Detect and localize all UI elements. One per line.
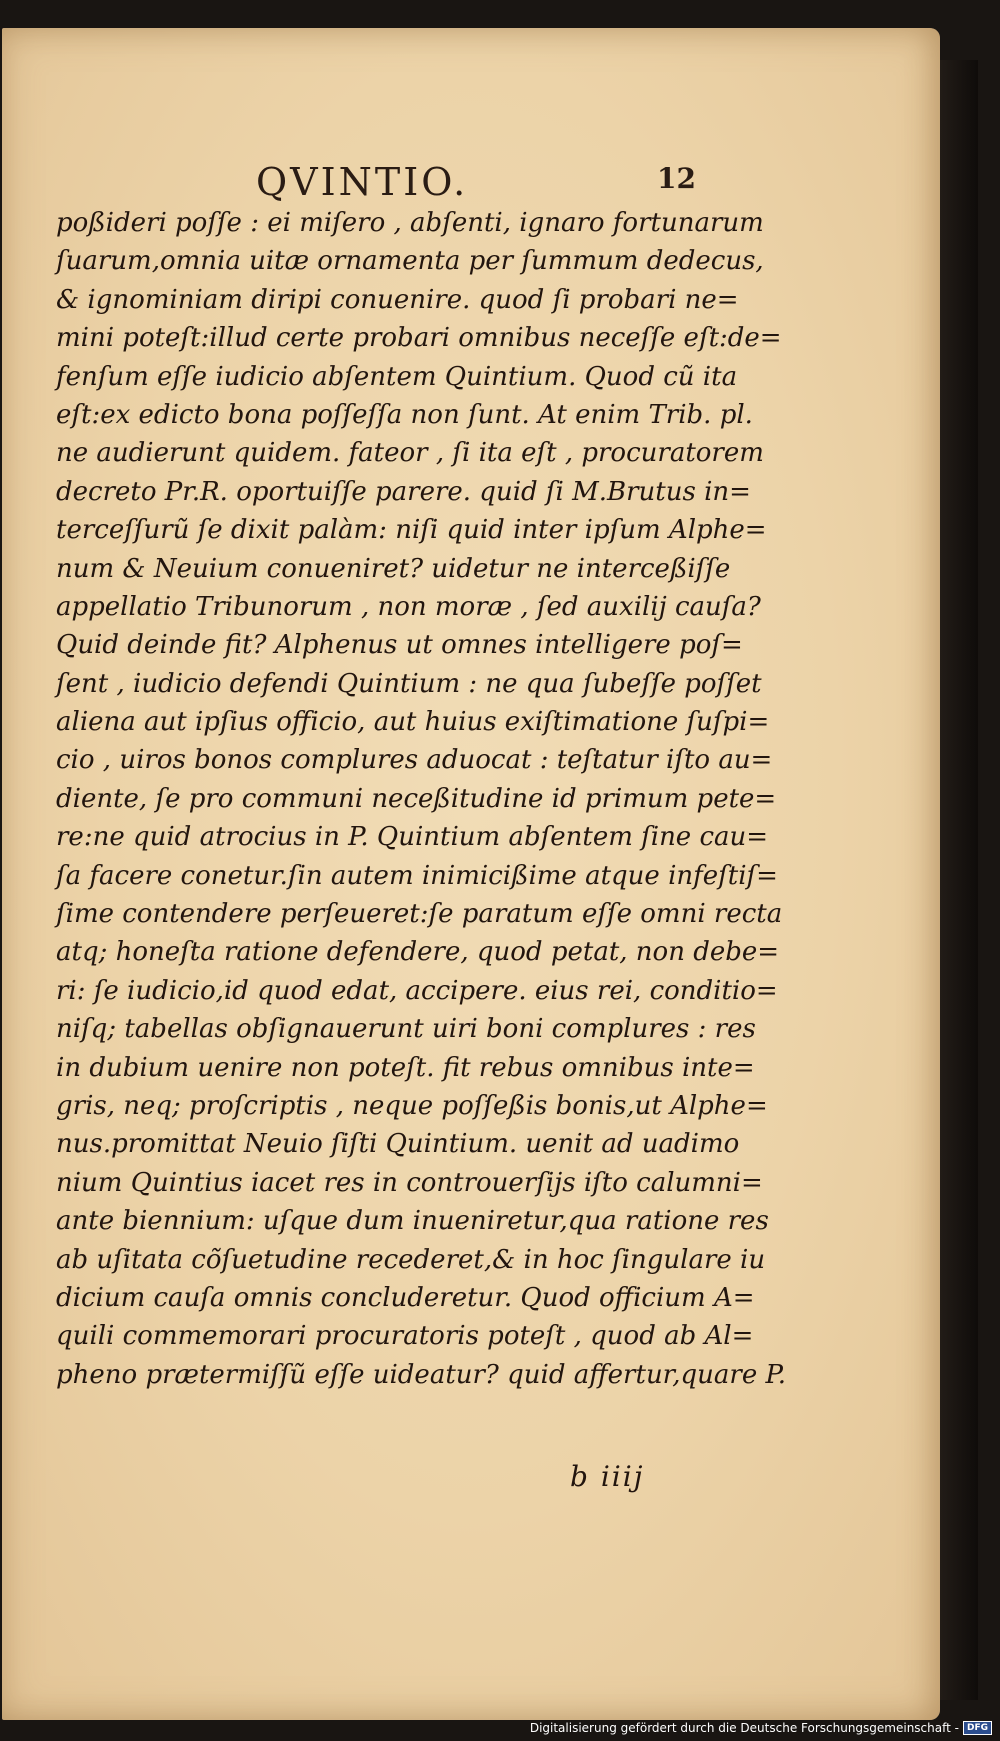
- text-line: ſent , iudicio defendi Quintium : ne qua ſubeſſe poſſet: [56, 668, 762, 699]
- book-edge-shadow: [938, 60, 978, 1700]
- text-line: nium Quintius iacet res in controuerſijs iſto calumni=: [56, 1167, 763, 1198]
- text-line: decreto Pr.R. oportuiſſe parere. quid ſi M.Brutus in=: [56, 476, 751, 507]
- signature-mark: b iiij: [570, 1460, 645, 1493]
- body-text: [56, 204, 786, 1394]
- text-line: eſt:ex edicto bona poſſeſſa non ſunt. At enim Trib. pl.: [56, 399, 753, 430]
- text-line: quili commemorari procuratoris poteſt , quod ab Al=: [56, 1321, 754, 1352]
- dfg-logo-icon: DFG: [963, 1721, 992, 1735]
- text-line: atq; honeſta ratione defendere, quod petat, non debe=: [56, 937, 780, 968]
- text-line: Quid deinde fit? Alphenus ut omnes intelligere poſ=: [56, 630, 743, 661]
- page-number: 12: [657, 162, 696, 195]
- text-line: poßideri poſſe : ei miſero , abſenti, ignaro fortunarum: [56, 208, 764, 238]
- text-line: ſa facere conetur.ſin autem inimicißime atque infeſtiſ=: [56, 860, 778, 891]
- text-line: nus.promittat Neuio ſiſti Quintium. uenit ad uadimo: [56, 1129, 740, 1160]
- text-line: mini poteſt:illud certe probari omnibus neceſſe eſt:de=: [56, 323, 782, 354]
- digitization-credit: [530, 1721, 992, 1735]
- text-line: fenſum eſſe iudicio abſentem Quintium. Quod cũ ita: [56, 361, 738, 392]
- text-line: cio , uiros bonos complures aduocat : teſtatur iſto au=: [56, 745, 773, 776]
- text-line: terceſſurũ ſe dixit palàm: niſi quid inter ipſum Alphe=: [56, 515, 767, 546]
- page-header: [2, 146, 940, 206]
- text-line: ne audierunt quidem. fateor , ſi ita eſt , procuratorem: [56, 438, 764, 469]
- text-line: ante biennium: uſque dum inueniretur,qua ratione res: [56, 1206, 769, 1237]
- text-line: ſime contendere perſeueret:ſe paratum eſſe omni recta: [56, 899, 783, 930]
- text-line: in dubium uenire non poteſt. fit rebus omnibus inte=: [56, 1052, 755, 1083]
- text-line: pheno prætermiſſũ eſſe uideatur? quid affertur,quare P.: [56, 1359, 786, 1390]
- text-line: & ignominiam diripi conuenire. quod ſi probari ne=: [56, 284, 739, 315]
- text-line: aliena aut ipſius officio, aut huius exiſtimatione ſuſpi=: [56, 707, 770, 738]
- text-line: appellatio Tribunorum , non moræ , ſed auxilij cauſa?: [56, 591, 761, 622]
- text-line: ri: ſe iudicio,id quod edat, accipere. eius rei, conditio=: [56, 975, 778, 1006]
- text-line: ſuarum,omnia uitæ ornamenta per ſummum dedecus,: [56, 246, 764, 277]
- running-head: QVINTIO.: [256, 160, 469, 204]
- text-line: dicium cauſa omnis concluderetur. Quod officium A=: [56, 1282, 755, 1313]
- book-page: [2, 28, 940, 1720]
- text-line: ab uſitata cõſuetudine recederet,& in hoc ſingulare iu: [56, 1244, 766, 1275]
- text-line: num & Neuium conueniret? uidetur ne interceßiſſe: [56, 553, 731, 584]
- text-line: niſq; tabellas obſignauerunt uiri boni complures : res: [56, 1014, 756, 1045]
- text-line: diente, ſe pro communi neceßitudine id primum pete=: [56, 783, 777, 814]
- text-line: re:ne quid atrocius in P. Quintium abſentem ſine cau=: [56, 822, 769, 853]
- credit-text: Digitalisierung gefördert durch die Deutsche Forschungsgemeinschaft -: [529, 1721, 959, 1735]
- text-line: gris, neq; proſcriptis , neque poſſeßis bonis,ut Alphe=: [56, 1090, 768, 1121]
